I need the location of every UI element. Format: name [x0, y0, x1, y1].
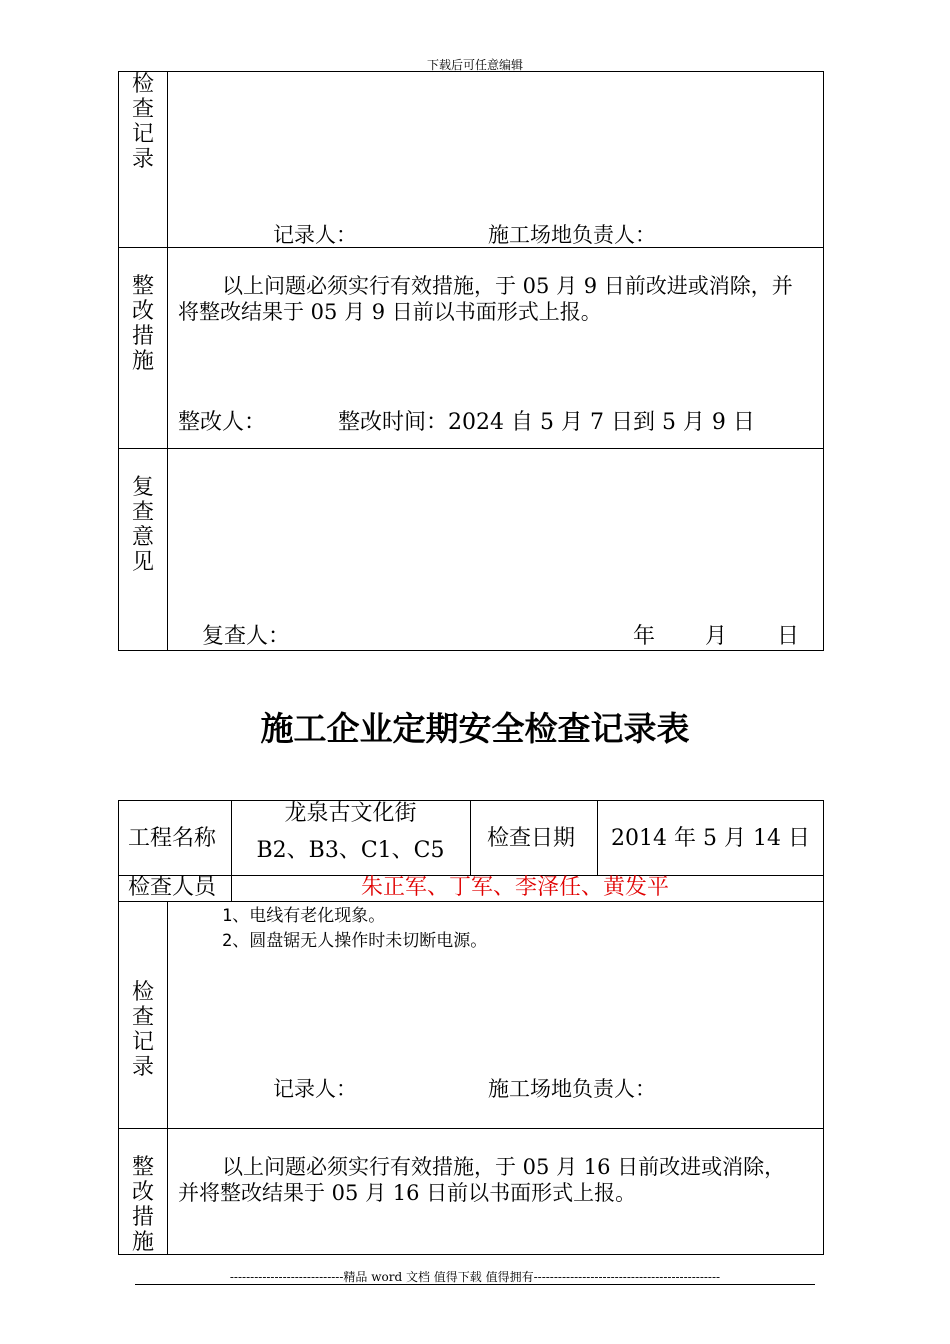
form1-review-label: 复 查 意 见: [131, 475, 154, 575]
form2-issue-2: 2、圆盘锯无人操作时未切断电源。: [222, 931, 488, 951]
form2-project-name-line2: B2、B3、C1、C5: [256, 838, 445, 863]
footer-note: ----------------------------精品 word 文档 值得下载 值得拥有----------------------------------------------: [229, 1270, 721, 1284]
form1-date-month: 月: [705, 624, 728, 649]
form2-rectify-text-line1: 以上问题必须实行有效措施，于 05 月 16 日前改进或消除，: [222, 1155, 786, 1179]
form2-issue-1: 1、电线有老化现象。: [222, 906, 386, 926]
form1-column-divider: [167, 71, 168, 651]
form1-reviewer-label: 复查人：: [202, 624, 291, 649]
form1-rectify-text-line1: 以上问题必须实行有效措施，于 05 月 9 日前改进或消除，并: [222, 274, 793, 298]
form1-site-manager-label: 施工场地负责人：: [488, 223, 656, 247]
form1-recorder-label: 记录人：: [273, 223, 357, 247]
form2-recorder-label: 记录人：: [273, 1077, 357, 1101]
form2-column-divider: [470, 800, 471, 875]
form1-rectify-label: 整 改 措 施: [131, 274, 154, 374]
form1-date-day: 日: [777, 624, 800, 649]
form2-check-date-label: 检查日期: [487, 826, 576, 851]
form2-column-divider: [167, 901, 168, 1255]
form1-date-year: 年: [633, 624, 656, 649]
header-note: 下载后可任意编辑: [426, 58, 523, 72]
form2-rectify-text-line2: 并将整改结果于 05 月 16 日前以书面形式上报。: [178, 1181, 637, 1205]
form1-record-label: 检 查 记 录: [131, 72, 154, 172]
form2-project-name-line1: 龙泉古文化街: [284, 801, 417, 826]
form1-rectify-text-line2: 将整改结果于 05 月 9 日前以书面形式上报。: [178, 300, 602, 324]
form2-inspectors: 朱正军、丁军、李泽任、黄发平: [361, 875, 670, 900]
form2-project-name-label: 工程名称: [128, 826, 217, 851]
form2-title: 施工企业定期安全检查记录表: [260, 709, 690, 748]
form1-rectify-time: 整改时间：2024 自 5 月 7 日到 5 月 9 日: [338, 410, 755, 435]
form2-rectify-label: 整 改 措 施: [131, 1155, 154, 1255]
footer-rule: [135, 1284, 815, 1285]
form1-row-divider: [118, 247, 824, 248]
form2-inspectors-label: 检查人员: [128, 875, 217, 900]
form2-check-date: 2014 年 5 月 14 日: [611, 826, 810, 851]
form1-rectifier-label: 整改人：: [178, 410, 267, 435]
form2-site-manager-label: 施工场地负责人：: [488, 1077, 656, 1101]
form1-table: [118, 71, 824, 651]
form1-row-divider: [118, 448, 824, 449]
form2-row-divider: [118, 1128, 824, 1129]
form2-record-label: 检 查 记 录: [131, 980, 154, 1080]
